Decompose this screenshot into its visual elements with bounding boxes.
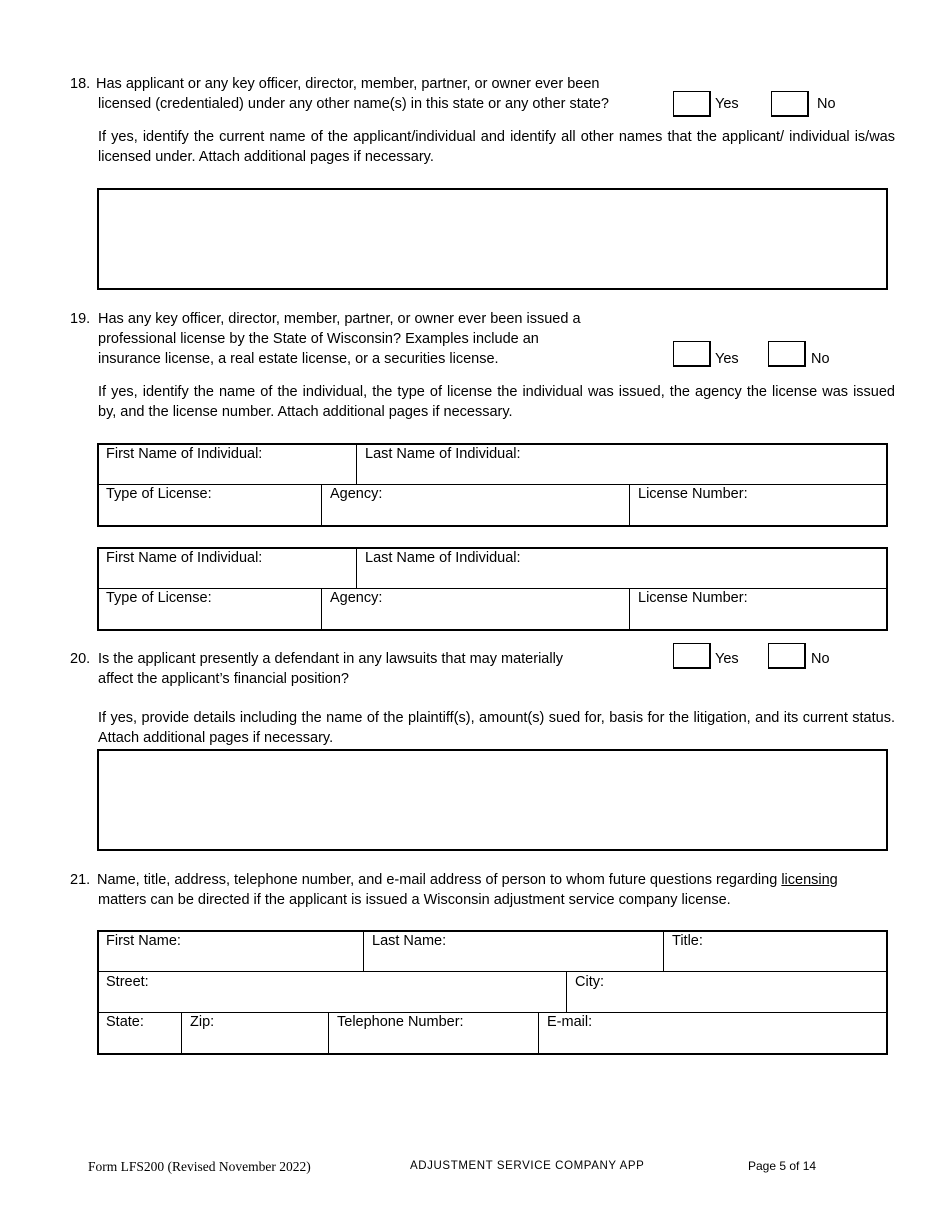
- q19-number: 19.: [70, 311, 91, 327]
- type-of-license-field[interactable]: Type of License:: [106, 590, 212, 606]
- q20-instructions: If yes, provide details including the name of the plaintiff(s), amount(s) sued for, basis for the litigation, and its current status. Attach additional pages if necessary.: [98, 710, 895, 746]
- footer-page-number: Page 5 of 14: [748, 1159, 817, 1173]
- table-divider: [566, 972, 567, 1012]
- table-divider: [363, 931, 364, 971]
- table-divider: [663, 931, 664, 971]
- table-divider: [328, 1013, 329, 1054]
- q18-number: 18.: [70, 76, 91, 92]
- telephone-number-field[interactable]: Telephone Number:: [337, 1014, 464, 1030]
- q20-yes-checkbox[interactable]: [673, 643, 711, 669]
- table-divider: [98, 484, 887, 485]
- title-field[interactable]: Title:: [672, 933, 703, 949]
- license-number-field[interactable]: License Number:: [638, 486, 748, 502]
- q19-no-label: No: [811, 351, 830, 367]
- q21-text-line1-main: Name, title, address, telephone number, and e-mail address of person to whom future questions regarding: [97, 872, 782, 888]
- q21-contact-table: [97, 930, 888, 1055]
- type-of-license-field[interactable]: Type of License:: [106, 486, 212, 502]
- q18-no-label: No: [817, 96, 836, 112]
- q19-no-checkbox[interactable]: [768, 341, 806, 367]
- license-number-field[interactable]: License Number:: [638, 590, 748, 606]
- table-divider: [321, 485, 322, 526]
- q20-text-line1: Is the applicant presently a defendant in any lawsuits that may materially: [98, 651, 564, 667]
- table-divider: [181, 1013, 182, 1054]
- q19-yes-label: Yes: [715, 351, 739, 367]
- first-name-field[interactable]: First Name:: [106, 933, 181, 949]
- q20-no-label: No: [811, 651, 830, 667]
- q20-no-checkbox[interactable]: [768, 643, 806, 669]
- table-divider: [356, 548, 357, 588]
- table-divider: [98, 1012, 887, 1013]
- table-divider: [321, 589, 322, 630]
- table-divider: [98, 971, 887, 972]
- city-field[interactable]: City:: [575, 974, 604, 990]
- q18-text-line1: Has applicant or any key officer, director, member, partner, or owner ever been: [96, 76, 600, 92]
- q21-number: 21.: [70, 872, 91, 888]
- agency-field[interactable]: Agency:: [330, 486, 383, 502]
- first-name-of-individual-field[interactable]: First Name of Individual:: [106, 550, 263, 566]
- q18-yes-label: Yes: [715, 96, 739, 112]
- q18-answer-box[interactable]: [97, 188, 888, 290]
- last-name-of-individual-field[interactable]: Last Name of Individual:: [365, 550, 521, 566]
- state-field[interactable]: State:: [106, 1014, 144, 1030]
- q19-text-line3: insurance license, a real estate license, or a securities license.: [98, 351, 499, 367]
- zip-field[interactable]: Zip:: [190, 1014, 215, 1030]
- email-field[interactable]: E-mail:: [547, 1014, 593, 1030]
- q20-yes-label: Yes: [715, 651, 739, 667]
- last-name-field[interactable]: Last Name:: [372, 933, 447, 949]
- agency-field[interactable]: Agency:: [330, 590, 383, 606]
- table-divider: [98, 588, 887, 589]
- street-field[interactable]: Street:: [106, 974, 149, 990]
- q18-text-line2: licensed (credentialed) under any other name(s) in this state or any other state?: [98, 96, 609, 112]
- q20-number: 20.: [70, 651, 91, 667]
- q19-yes-checkbox[interactable]: [673, 341, 711, 367]
- q20-text-line2: affect the applicant’s financial position?: [98, 671, 349, 687]
- table-divider: [356, 444, 357, 484]
- q21-text-line2: matters can be directed if the applicant is issued a Wisconsin adjustment service company license.: [98, 892, 731, 908]
- footer-title: ADJUSTMENT SERVICE COMPANY APP: [410, 1160, 645, 1172]
- last-name-of-individual-field[interactable]: Last Name of Individual:: [365, 446, 521, 462]
- q18-yes-checkbox[interactable]: [673, 91, 711, 117]
- licensing-underlined-word: licensing: [781, 872, 838, 888]
- table-divider: [538, 1013, 539, 1054]
- q19-text-line2: professional license by the State of Wisconsin? Examples include an: [98, 331, 539, 347]
- table-divider: [629, 589, 630, 630]
- q18-instructions: If yes, identify the current name of the applicant/individual and identify all other names that the applicant/ individual is/was licensed under. Attach additional pages if necessary.: [98, 129, 895, 165]
- footer-form-number: Form LFS200 (Revised November 2022): [88, 1159, 311, 1174]
- q19-instructions: If yes, identify the name of the individual, the type of license the individual was issued, the agency the license was issued by, and the license number. Attach additional pages if necessary.: [98, 384, 895, 420]
- table-divider: [629, 485, 630, 526]
- q21-text-line1: [97, 870, 895, 890]
- q20-answer-box[interactable]: [97, 749, 888, 851]
- first-name-of-individual-field[interactable]: First Name of Individual:: [106, 446, 263, 462]
- q18-no-checkbox[interactable]: [771, 91, 809, 117]
- q19-text-line1: Has any key officer, director, member, partner, or owner ever been issued a: [98, 311, 581, 327]
